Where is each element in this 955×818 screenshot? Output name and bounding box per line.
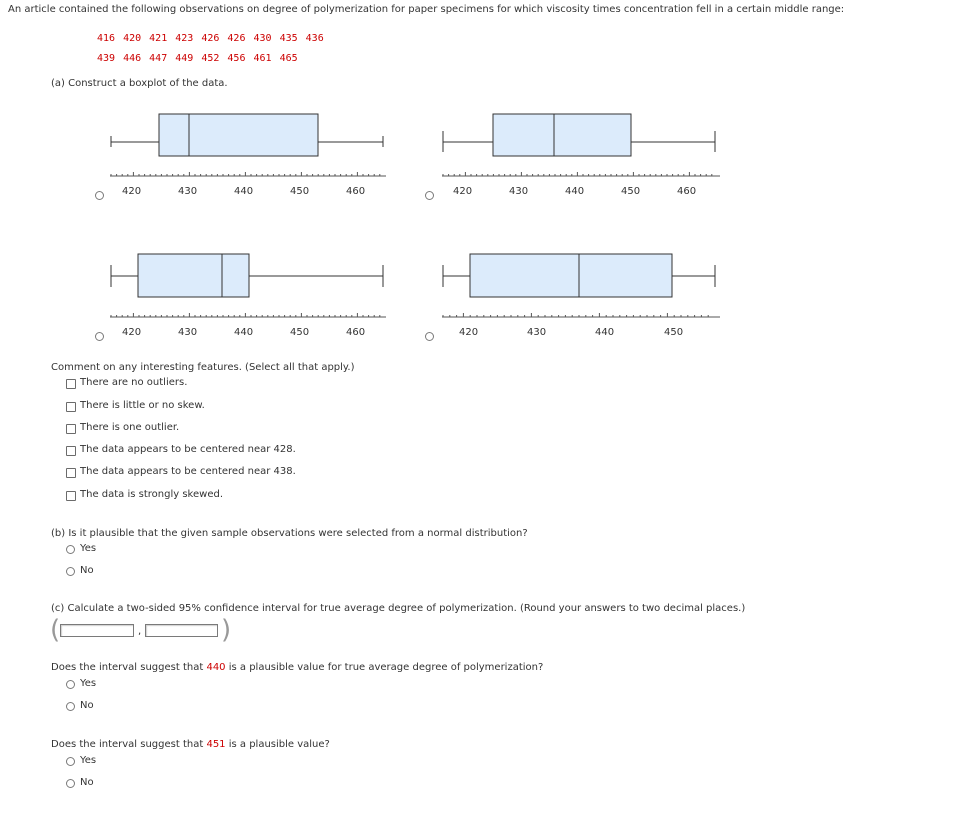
checkbox-centered-438[interactable]: [66, 468, 76, 478]
checkbox-strongly-skewed[interactable]: [66, 491, 76, 501]
part-b-no-label: No: [80, 565, 94, 576]
tick-label: 440: [565, 186, 585, 197]
checkbox-label: There are no outliers.: [80, 377, 188, 388]
tick-label: 440: [234, 186, 254, 197]
q-451-no-label: No: [80, 777, 94, 788]
tick-label: 430: [527, 327, 547, 338]
tick-label: 440: [234, 327, 254, 338]
tick-label: 460: [346, 327, 366, 338]
q-440-suffix: is a plausible value for true average degree of polymerization?: [225, 662, 544, 673]
boxplot-option-3: [105, 246, 435, 346]
tick-label: 460: [677, 186, 697, 197]
part-a-prompt: (a) Construct a boxplot of the data.: [51, 78, 228, 89]
checkbox-label: The data is strongly skewed.: [80, 489, 224, 500]
boxplot-option-4: [438, 246, 768, 346]
q-451-no-radio[interactable]: [66, 779, 75, 788]
tick-label: 420: [122, 186, 142, 197]
part-c-prompt: (c) Calculate a two-sided 95% confidence interval for true average degree of polymerization. (Round your answers to two decimal places.): [51, 603, 746, 614]
tick-label: 430: [178, 327, 198, 338]
checkbox-label: There is one outlier.: [80, 422, 180, 433]
checkbox-centered-428[interactable]: [66, 446, 76, 456]
q-451-prefix: Does the interval suggest that: [51, 739, 207, 750]
tick-label: 450: [664, 327, 684, 338]
data-row-1: 416 420 421 423 426 426 430 435 436: [97, 33, 324, 44]
part-b-no-radio[interactable]: [66, 567, 75, 576]
tick-label: 440: [595, 327, 615, 338]
q-451-yes-radio[interactable]: [66, 757, 75, 766]
checkbox-label: There is little or no skew.: [80, 400, 205, 411]
tick-label: 420: [122, 327, 142, 338]
q-440-no-radio[interactable]: [66, 702, 75, 711]
boxplot-option-1-radio[interactable]: [95, 191, 104, 200]
boxplot-option-1: [105, 105, 435, 205]
tick-label: 450: [290, 327, 310, 338]
checkbox-little-skew[interactable]: [66, 402, 76, 412]
q-451-yes-label: Yes: [80, 755, 97, 766]
part-b-yes-radio[interactable]: [66, 545, 75, 554]
intro-text: An article contained the following observations on degree of polymerization for paper specimens for which viscosity times concentration fell in a certain middle range:: [8, 4, 845, 15]
part-b-yes-label: Yes: [80, 543, 97, 554]
boxplot-option-2: [438, 105, 768, 205]
boxplot-option-4-radio[interactable]: [425, 332, 434, 341]
q-451-suffix: is a plausible value?: [225, 739, 330, 750]
q-451-prompt: [51, 739, 330, 750]
boxplot-option-2-radio[interactable]: [425, 191, 434, 200]
ticks-1: [111, 172, 380, 176]
tick-label: 430: [509, 186, 529, 197]
ticks-2: [443, 172, 712, 176]
data-row-2: 439 446 447 449 452 456 461 465: [97, 53, 298, 64]
ci-lower-input[interactable]: [60, 624, 134, 637]
tick-label: 450: [621, 186, 641, 197]
tick-label: 420: [453, 186, 473, 197]
checkbox-no-outliers[interactable]: [66, 379, 76, 389]
tick-label: 450: [290, 186, 310, 197]
checkbox-one-outlier[interactable]: [66, 424, 76, 434]
q-451-value: 451: [206, 739, 226, 750]
q-440-value: 440: [206, 662, 226, 673]
tick-label: 430: [178, 186, 198, 197]
q-440-yes-radio[interactable]: [66, 680, 75, 689]
ticks-4: [443, 313, 708, 317]
q-440-no-label: No: [80, 700, 94, 711]
tick-label: 460: [346, 186, 366, 197]
comment-prompt: Comment on any interesting features. (Select all that apply.): [51, 362, 355, 373]
checkbox-label: The data appears to be centered near 428.: [80, 444, 296, 455]
q-440-prefix: Does the interval suggest that: [51, 662, 207, 673]
part-b-prompt: (b) Is it plausible that the given sample observations were selected from a normal distribution?: [51, 528, 528, 539]
boxplot-option-3-radio[interactable]: [95, 332, 104, 341]
ci-separator: ,: [138, 626, 142, 637]
q-440-yes-label: Yes: [80, 678, 97, 689]
checkbox-label: The data appears to be centered near 438.: [80, 466, 296, 477]
q-440-prompt: [51, 662, 543, 673]
tick-label: 420: [459, 327, 479, 338]
ticks-3: [111, 313, 380, 317]
close-paren: ): [221, 615, 232, 645]
ci-upper-input[interactable]: [145, 624, 218, 637]
open-paren: (: [50, 615, 61, 645]
